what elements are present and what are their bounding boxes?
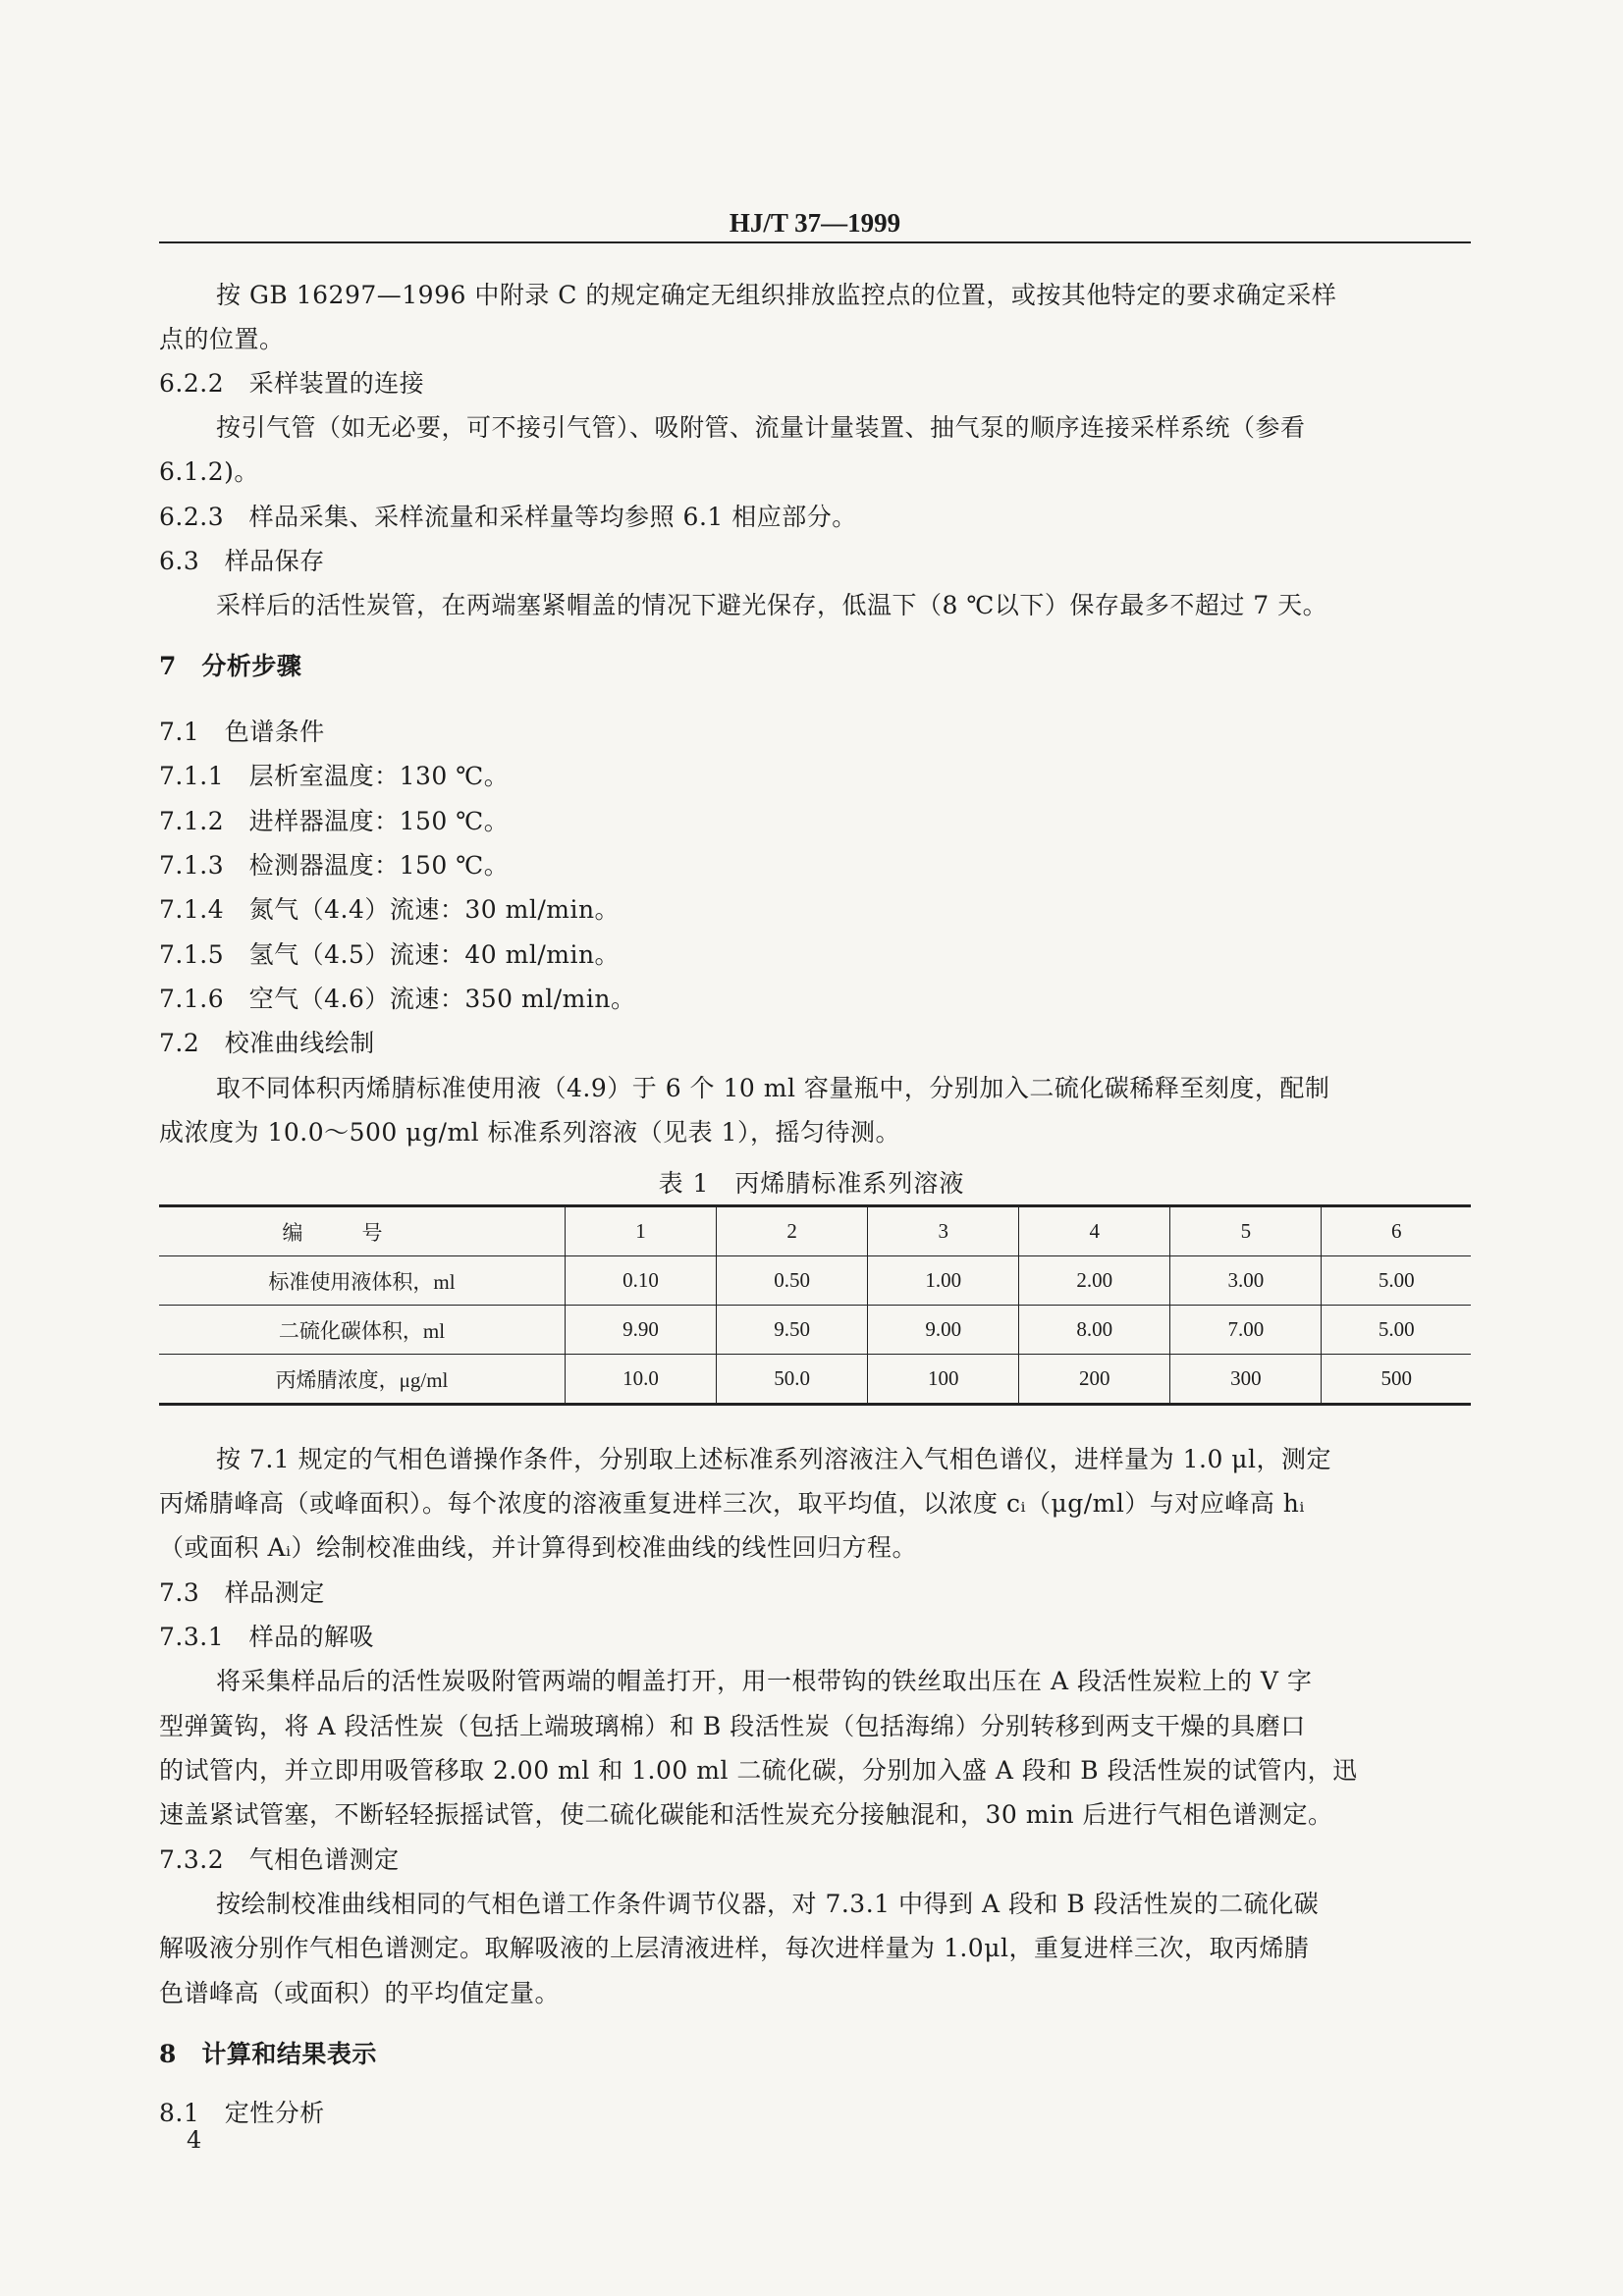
- table-row-label: 二硫化碳体积，ml: [159, 1306, 566, 1355]
- table-header-label: 编号: [159, 1206, 566, 1256]
- paragraph-line: 的试管内，并立即用吸管移取 2.00 ml 和 1.00 ml 二硫化碳，分别加入盛 A 段和 B 段活性炭的试管内，迅: [159, 1756, 1358, 1785]
- paragraph-line: 按 7.1 规定的气相色谱操作条件，分别取上述标准系列溶液注入气相色谱仪，进样量为 1.0 μl，测定: [216, 1445, 1332, 1473]
- section-heading-7-1-2: 7.1.2 进样器温度：150 ℃。: [159, 807, 510, 835]
- paragraph-line: 点的位置。: [159, 325, 285, 353]
- table-header-row: [159, 1206, 1471, 1256]
- section-heading-6-2-2: 6.2.2 采样装置的连接: [159, 369, 425, 398]
- table-cell: 2.00: [1019, 1256, 1170, 1306]
- section-heading-7-1-4: 7.1.4 氮气（4.4）流速：30 ml/min。: [159, 895, 621, 924]
- section-heading-7-1: 7.1 色谱条件: [159, 718, 325, 746]
- section-heading-7-3: 7.3 样品测定: [159, 1578, 325, 1607]
- paragraph-line: 按绘制校准曲线相同的气相色谱工作条件调节仪器，对 7.3.1 中得到 A 段和 B 段活性炭的二硫化碳: [216, 1890, 1320, 1918]
- table-cell: 50.0: [717, 1355, 868, 1405]
- table-cell: 9.90: [566, 1306, 717, 1355]
- table-caption: 表 1 丙烯腈标准系列溶液: [658, 1169, 965, 1198]
- section-heading-7-1-3: 7.1.3 检测器温度：150 ℃。: [159, 851, 510, 880]
- paragraph-line: 6.1.2)。: [159, 457, 259, 486]
- table-cell: 300: [1170, 1355, 1322, 1405]
- table-row: [159, 1306, 1471, 1355]
- table-cell: 1.00: [868, 1256, 1019, 1306]
- paragraph-line: （或面积 Aᵢ）绘制校准曲线，并计算得到校准曲线的线性回归方程。: [159, 1533, 918, 1562]
- page-number: 4: [187, 2126, 202, 2154]
- paragraph-line: 成浓度为 10.0～500 μg/ml 标准系列溶液（见表 1），摇匀待测。: [159, 1118, 900, 1147]
- table-col-header: 3: [868, 1206, 1019, 1256]
- standard-series-table: [159, 1204, 1471, 1406]
- paragraph-line: 按引气管（如无必要，可不接引气管）、吸附管、流量计量装置、抽气泵的顺序连接采样系统（参看: [216, 413, 1306, 442]
- table-col-header: 6: [1322, 1206, 1471, 1256]
- section-heading-7-1-5: 7.1.5 氢气（4.5）流速：40 ml/min。: [159, 940, 621, 969]
- paragraph-line: 速盖紧试管塞，不断轻轻振摇试管，使二硫化碳能和活性炭充分接触混和，30 min 后进行气相色谱测定。: [159, 1800, 1333, 1829]
- table-cell: 9.00: [868, 1306, 1019, 1355]
- section-heading-7-1-1: 7.1.1 层析室温度：130 ℃。: [159, 762, 510, 790]
- paragraph-line: 将采集样品后的活性炭吸附管两端的帽盖打开，用一根带钩的铁丝取出压在 A 段活性炭粒上的 V 字: [216, 1667, 1313, 1695]
- paragraph-line: 色谱峰高（或面积）的平均值定量。: [159, 1979, 561, 2007]
- table-cell: 0.10: [566, 1256, 717, 1306]
- section-heading-7: 7 分析步骤: [159, 652, 302, 680]
- table-row-label: 丙烯腈浓度，μg/ml: [159, 1355, 566, 1405]
- paragraph-line: 按 GB 16297—1996 中附录 C 的规定确定无组织排放监控点的位置，或按其他特定的要求确定采样: [216, 281, 1337, 309]
- section-heading-6-2-3: 6.2.3 样品采集、采样流量和采样量等均参照 6.1 相应部分。: [159, 503, 857, 531]
- table-cell: 8.00: [1019, 1306, 1170, 1355]
- table-cell: 100: [868, 1355, 1019, 1405]
- paragraph-line: 型弹簧钩，将 A 段活性炭（包括上端玻璃棉）和 B 段活性炭（包括海绵）分别转移到两支干燥的具磨口: [159, 1712, 1306, 1740]
- section-heading-8: 8 计算和结果表示: [159, 2040, 377, 2068]
- table-col-header: 5: [1170, 1206, 1322, 1256]
- header-rule: [159, 241, 1471, 243]
- section-heading-6-3: 6.3 样品保存: [159, 547, 325, 575]
- table-cell: 7.00: [1170, 1306, 1322, 1355]
- paragraph-line: 丙烯腈峰高（或峰面积）。每个浓度的溶液重复进样三次，取平均值，以浓度 cᵢ（μg/ml）与对应峰高 hᵢ: [159, 1489, 1305, 1518]
- paragraph-line: 采样后的活性炭管，在两端塞紧帽盖的情况下避光保存，低温下（8 ℃以下）保存最多不超过 7 天。: [216, 591, 1328, 619]
- table-col-header: 1: [566, 1206, 717, 1256]
- table-cell: 5.00: [1322, 1256, 1471, 1306]
- table-cell: 500: [1322, 1355, 1471, 1405]
- table-row: [159, 1256, 1471, 1306]
- table-col-header: 2: [717, 1206, 868, 1256]
- paragraph-line: 取不同体积丙烯腈标准使用液（4.9）于 6 个 10 ml 容量瓶中，分别加入二硫化碳稀释至刻度，配制: [216, 1074, 1330, 1102]
- paragraph-line: 解吸液分别作气相色谱测定。取解吸液的上层清液进样，每次进样量为 1.0μl，重复进样三次，取丙烯腈: [159, 1934, 1310, 1962]
- table-row-label: 标准使用液体积，ml: [159, 1256, 566, 1306]
- table-cell: 3.00: [1170, 1256, 1322, 1306]
- section-heading-7-1-6: 7.1.6 空气（4.6）流速：350 ml/min。: [159, 985, 636, 1013]
- table-cell: 10.0: [566, 1355, 717, 1405]
- table-cell: 9.50: [717, 1306, 868, 1355]
- section-heading-7-3-2: 7.3.2 气相色谱测定: [159, 1845, 400, 1874]
- table-cell: 200: [1019, 1355, 1170, 1405]
- section-heading-8-1: 8.1 定性分析: [159, 2099, 325, 2127]
- table-col-header: 4: [1019, 1206, 1170, 1256]
- table-cell: 5.00: [1322, 1306, 1471, 1355]
- section-heading-7-3-1: 7.3.1 样品的解吸: [159, 1623, 375, 1651]
- table-cell: 0.50: [717, 1256, 868, 1306]
- table-row: [159, 1355, 1471, 1405]
- section-heading-7-2: 7.2 校准曲线绘制: [159, 1029, 375, 1057]
- standard-code-header: HJ/T 37—1999: [729, 208, 901, 238]
